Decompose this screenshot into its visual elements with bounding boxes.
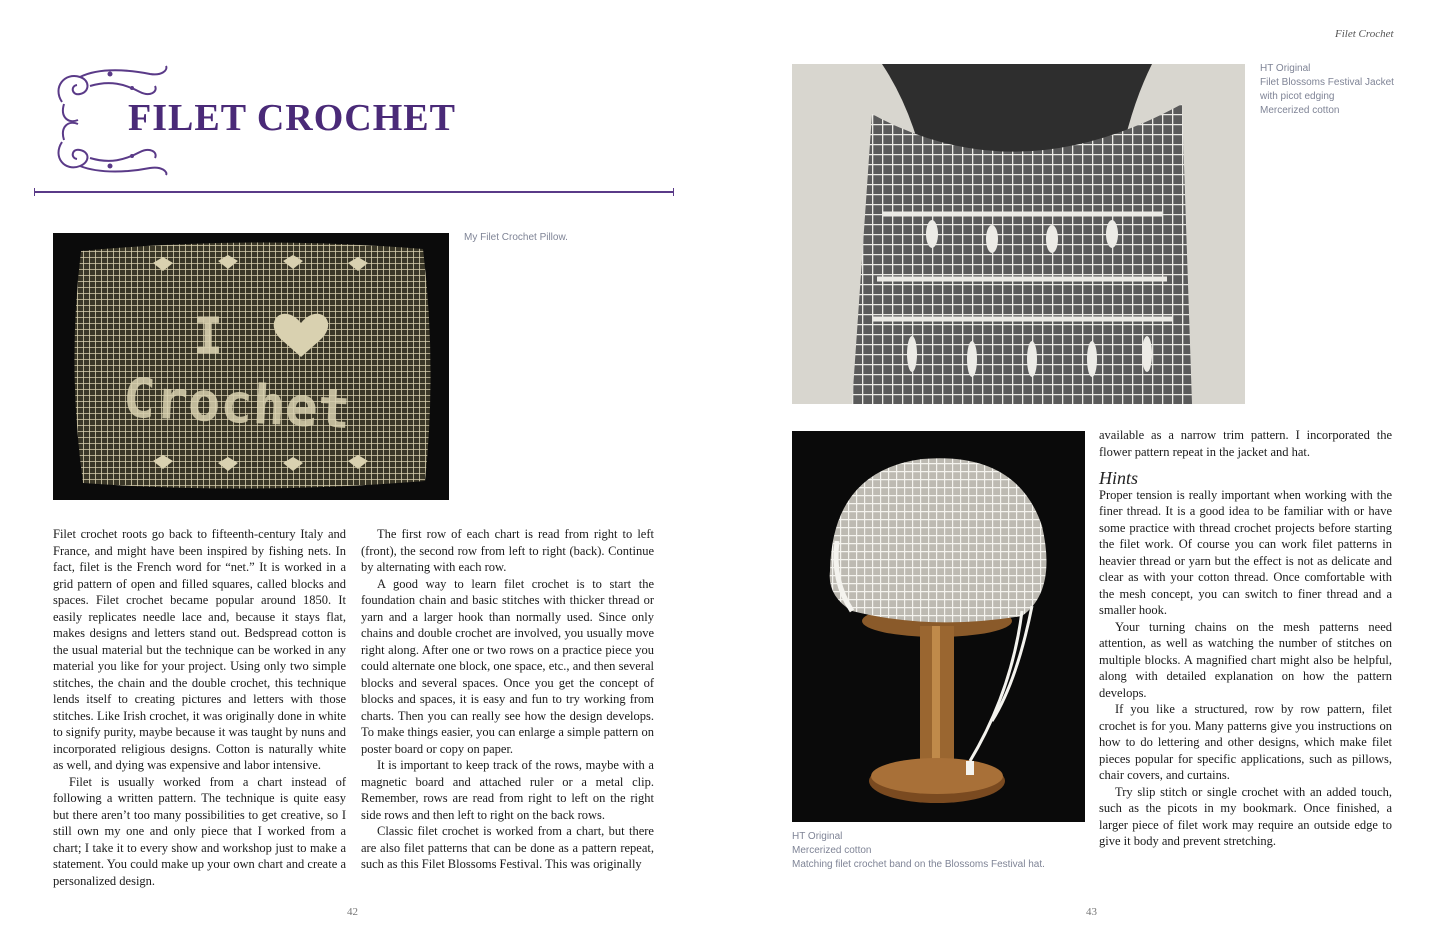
title-rule-right-tick [673,188,674,196]
paragraph: If you like a structured, row by row pattern, filet crochet is for you. Many patterns give you instructions on how to do lettering and other designs, which make filet pieces popular for specific applications, such as pillows, chair covers, and curtains. [1099,702,1392,782]
running-head: Filet Crochet [1335,28,1394,40]
caption-line: Matching filet crochet band on the Blossoms Festival hat. [792,859,1045,870]
caption-line: HT Original [792,831,843,842]
title-rule [34,191,674,193]
right-column [1099,427,1392,850]
caption-line: Mercerized cotton [1260,105,1340,116]
pillow-letter-i: I [193,307,224,365]
left-column-1 [53,526,346,889]
jacket-caption [1260,62,1394,118]
paragraph: Classic filet crochet is worked from a chart, but there are also filet patterns that can be done as a pattern repeat, such as this Filet Blossoms Festival. This was originally [361,824,654,871]
pillow-caption: My Filet Crochet Pillow. [464,232,568,243]
paragraph: The first row of each chart is read from right to left (front), the second row from left to right (back). Continue by alternating with each row. [361,527,654,574]
title-rule-left-tick [34,188,35,196]
paragraph: Filet is usually worked from a chart instead of following a written pattern. The technique is quite easy but there aren’t too many possibilities to get creative, so I still own my one and only piece that I worked from a chart; I take it to every show and workshop just to make a statement. You could make up your own chart and create a personalized design. [53,774,346,888]
hat-photo [792,431,1085,822]
paragraph: Your turning chains on the mesh patterns need attention, as well as watching the number of stitches on multiple blocks. A magnified chart might also be helpful, along with detailed explanation on how the pattern develops. [1099,619,1392,700]
page-number-left: 42 [347,906,358,918]
paragraph: Try slip stitch or single crochet with an added touch, such as the picots in my bookmark. Once finished, a larger piece of filet work may require an outside edge to give it body and prevent stretching. [1099,784,1392,848]
hat-caption [792,830,1045,872]
paragraph: It is important to keep track of the rows, maybe with a magnetic board and attached ruler or a metal clip. Remember, rows are read from right to left on the right side rows and then left to right on the back rows. [361,758,654,822]
pillow-photo [53,233,449,500]
page-number-right: 43 [1086,906,1097,918]
paragraph: Filet crochet roots go back to fifteenth-century Italy and France, and might have been inspired by fishing nets. In fact, filet is the French word for “net.” It is worked in a grid pattern of open and filled squares, called blocks and spaces. Filet crochet became popular around 1850. It easily replicates needle lace and, because it stays flat, makes designs and letters stand out. Bedspread cotton is the usual material but the technique can be worked in any material you like for your project. Using only two simple stitches, the chain and the double crochet, this technique lends itself to creating pictures and letters with those stitches. Like Irish crochet, it was originally done in white to signify purity, maybe because it was taught by nuns and incorporated religious designs. Cotton is naturally white as well, and dying was expensive and labor intensive. [53,527,346,772]
jacket-photo [792,64,1245,404]
pillow-word-crochet: Crochet [121,366,353,442]
caption-line: HT Original [1260,63,1311,74]
caption-line: Mercerized cotton [792,845,872,856]
paragraph: available as a narrow trim pattern. I incorporated the flower pattern repeat in the jacket and hat. [1099,428,1392,459]
hints-heading: Hints [1099,468,1139,488]
paragraph: Proper tension is really important when working with the finer thread. It is a good idea to be familiar with or have some practice with thread crochet projects before starting the filet work. Of course you can work filet patterns in heavier thread or yarn but the effect is not as delicate and clear as with your cotton thread. Once comfortable with the mesh concept, you can switch to finer thread and a smaller hook. [1099,487,1392,617]
page-title: FILET CROCHET [128,97,456,139]
caption-line: Filet Blossoms Festival Jacket [1260,77,1394,88]
paragraph: A good way to learn filet crochet is to start the foundation chain and basic stitches with thicker thread or yarn and a larger hook than normally used. Since only chains and double crochet are involved, you usually move right along. After one or two rows on a practice piece you could alternate one block, one space, etc., and then several blocks and several spaces. Once you get the concept of blocks and spaces, it is easy and fun to try working from charts. Then you can really see how the design develops. To make things easier, you can enlarge a simple pattern on poster board or copy on paper. [361,576,654,756]
left-column-2 [361,526,654,873]
caption-line: with picot edging [1260,91,1335,102]
